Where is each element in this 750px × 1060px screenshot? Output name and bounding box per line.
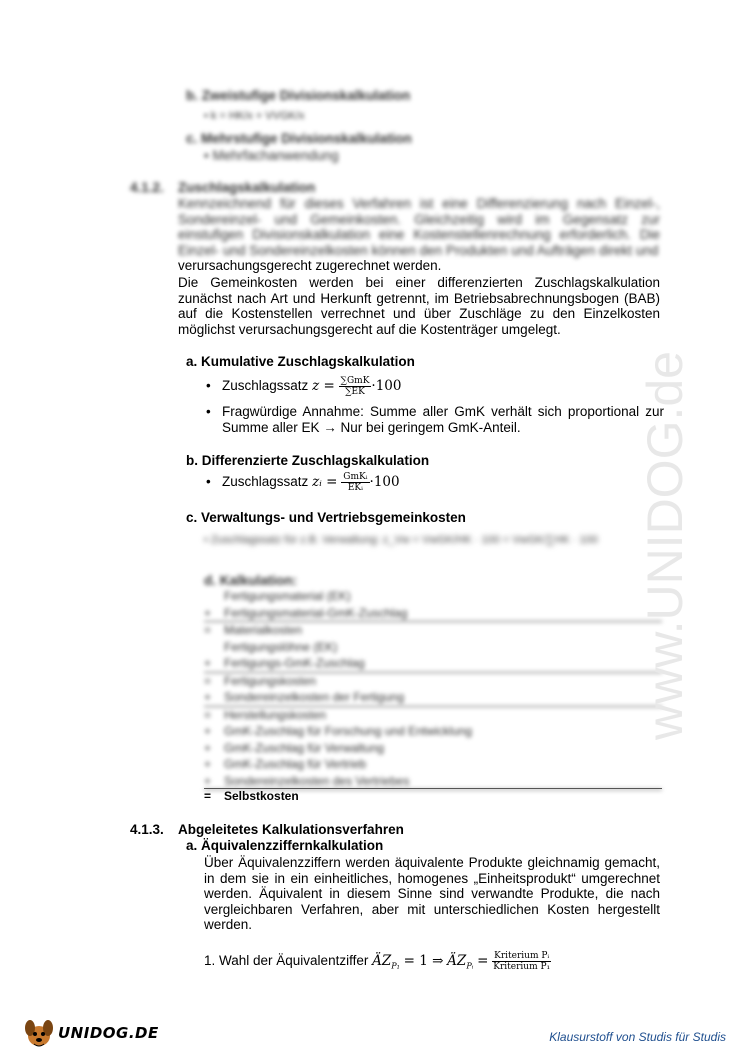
section-title-413: Abgeleitetes Kalkulationsverfahren	[178, 822, 404, 837]
list-item: • Zuschlagssatz z = $\frac{\text{∑GmK}}{\sum EK}$ ·100	[204, 372, 664, 400]
fraction: $\frac{\text{Kriterium Pᵢ}}{\text{Kriterium P₁}}$	[493, 950, 551, 972]
calc-row-operator: +	[204, 605, 212, 620]
blurred-section-number: 4.1.2.	[130, 180, 164, 195]
dog-logo-icon	[22, 1016, 56, 1050]
paragraph-last-line: verursachungsgerecht zugerechnet werden.	[178, 258, 442, 273]
calc-row-operator: =	[204, 707, 212, 722]
calc-row-text: Fertigungs-GmK-Zuschlag	[224, 656, 365, 670]
calc-row	[204, 673, 662, 690]
calc-row-text: GmK-Zuschlag für Forschung und Entwicklung	[224, 724, 473, 738]
differenzierte-list	[204, 468, 664, 496]
calc-row	[204, 588, 662, 605]
fraction: $\frac{\text{∑GmK}}{\sum EK}$	[340, 375, 370, 397]
calc-row	[204, 723, 662, 740]
calc-row-text: GmK-Zuschlag für Verwaltung	[224, 740, 385, 755]
calc-row-operator: +	[204, 724, 212, 738]
calc-row-text: Fertigungslöhne (EK)	[224, 639, 338, 654]
calc-row	[204, 689, 662, 707]
calc-row-text: Fertigungsmaterial (EK)	[224, 589, 351, 603]
subheading-verwaltung: c. Verwaltungs- und Vertriebsgemeinkosten	[186, 510, 466, 525]
calc-row	[204, 639, 662, 656]
calc-row-operator: +	[204, 740, 212, 755]
paragraph-aequivalenz: Über Äquivalenzziffern werden äquivalente Produkte gleichnamig gemacht, in dem sie in ein einheitliches, homogenes „Einheitsprodukt“ umgerechnet werden. Äquivalent in diesem Sinne sind verwandte Produkte, die nach vergleichbaren Verfahren, aber mit unterschiedlichen Kosten hergestellt werden.	[204, 855, 660, 932]
calc-row-text: Fertigungskosten	[224, 673, 317, 688]
calc-row-text: GmK-Zuschlag für Vertrieb	[224, 757, 367, 771]
calc-row	[204, 622, 662, 639]
calc-row	[204, 655, 662, 673]
calc-row-operator: +	[204, 773, 212, 788]
calc-row-operator: +	[204, 690, 212, 704]
blurred-subheading-kalkulation: d. Kalkulation:	[204, 573, 298, 588]
calc-row-operator: =	[204, 673, 212, 688]
calc-row-text: Herstellungskosten	[224, 707, 327, 722]
blurred-paragraph: Kennzeichnend für dieses Verfahren ist eine Differenzierung nach Einzel-, Sondereinzel- und Gemeinkosten. Gleichzeitig wird im Gegensatz zur einstufigen Divisionskalkulation eine Kostenstellenrechnung erforderlich. Die Einzel- und Sondereinzelkosten können den Produkten und Aufträgen direkt und	[178, 196, 660, 258]
calc-row-text: Materialkosten	[224, 623, 303, 637]
calc-row-operator: +	[204, 656, 212, 670]
calc-row-text: Sondereinzelkosten der Fertigung	[224, 690, 405, 704]
calc-row-text: Sondereinzelkosten des Vertriebes	[224, 773, 410, 788]
kumulative-list	[204, 372, 664, 436]
list-item: • Zuschlagssatz zᵢ = $\frac{\text{GmKᵢ}}{\text{EKᵢ}}$ ·100	[204, 468, 664, 496]
subheading-differenzierte: b. Differenzierte Zuschlagskalkulation	[186, 453, 430, 468]
watermark-svg	[630, 280, 700, 740]
svg-text:www.UNIDOG.de: www.UNIDOG.de	[637, 351, 693, 740]
section-number-413: 4.1.3.	[130, 822, 164, 837]
paragraph-gemeinkosten: Die Gemeinkosten werden bei einer differenzierten Zuschlagskalkulation zunächst nach Art und Herkunft getrennt, im Betriebsabrechnungsbogen (BAB) auf die Kostenstellen verrechnet und über Zuschläge zu den Einzelkosten möglichst verursachungsgerecht auf die Kostenträger umgelegt.	[178, 275, 660, 337]
aequivalentziffer-formula: 1. Wahl der Äquivalentziffer $ÄZ_{P_1} = 1$ ⇒ $ÄZ_{Pᵢ}$ = $\frac{\text{Kriterium Pᵢ}}{\text{Kriterium P₁}}$	[204, 950, 551, 972]
calc-row-operator: =	[204, 623, 212, 637]
blurred-formula-b: • k = HK/x + VVGK/x	[204, 110, 305, 122]
calc-row-operator: +	[204, 757, 212, 771]
subheading-aequivalenz: a. Äquivalenzziffernkalkulation	[186, 838, 384, 853]
calc-row	[204, 707, 662, 724]
blurred-subheading-b: b. Zweistufige Divisionskalkulation	[186, 88, 411, 103]
blurred-item-c: • Mehrfachanwendung	[204, 148, 339, 163]
kalkulation-final-row: = Selbstkosten	[204, 788, 662, 789]
calc-row-text: Fertigungsmaterial-GmK-Zuschlag	[224, 605, 408, 620]
subheading-kumulative: a. Kumulative Zuschlagskalkulation	[186, 354, 415, 369]
blurred-section-title: Zuschlagskalkulation	[178, 180, 316, 195]
watermark	[630, 100, 750, 740]
kalkulation-table	[204, 588, 662, 790]
fraction: $\frac{\text{GmKᵢ}}{\text{EKᵢ}}$	[343, 471, 368, 493]
calc-row	[204, 605, 662, 623]
blurred-formula-verwaltung: • Zuschlagssatz für z.B. Verwaltung: z_Vw = VwGK/HK · 100 = VwGK/∑HK · 100	[204, 534, 598, 546]
calc-row	[204, 756, 662, 773]
calc-row	[204, 740, 662, 757]
footer-slogan: Klausurstoff von Studis für Studis	[549, 1030, 726, 1044]
list-item: • Fragwürdige Annahme: Summe aller GmK verhält sich proportional zur Summe aller EK → Nur bei geringem GmK-Anteil.	[204, 404, 664, 436]
logo-text: UNIDOG.DE	[58, 1024, 159, 1042]
blurred-subheading-c: c. Mehrstufige Divisionskalkulation	[186, 131, 412, 146]
footer-logo	[22, 1016, 159, 1050]
